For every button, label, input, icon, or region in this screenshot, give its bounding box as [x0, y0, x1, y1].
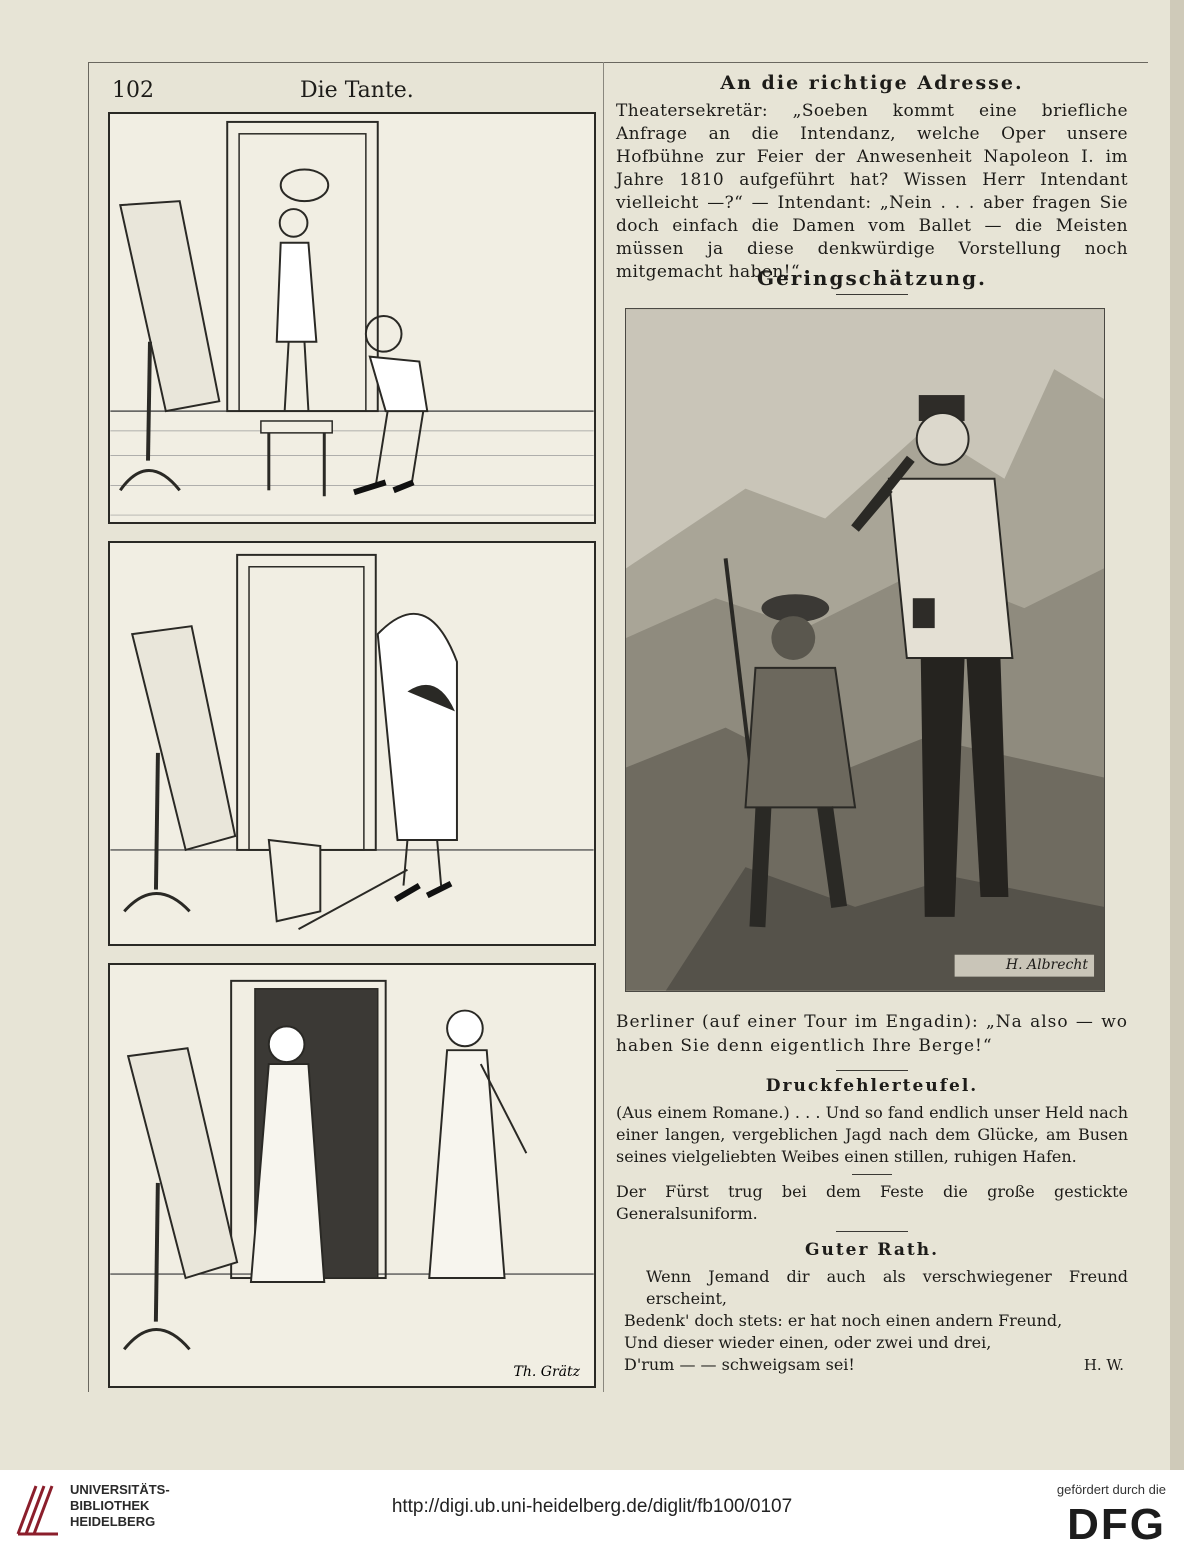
illustration-signature: H. Albrecht — [1005, 957, 1088, 973]
cartoon-panel-2-drawing — [110, 543, 594, 944]
page-edge — [1170, 0, 1184, 1470]
illustration-caption-block — [616, 1010, 1128, 1077]
article-text: Theatersekretär: „Soeben kommt eine briefliche Anfrage an die Intendanz, welche Oper unsere Hofbühne zur Feier der Anwesenheit Napoleon I. im Jahre 1810 aufgeführt hat? Wissen Herr Intendant vielleicht —?“ — Intendant: „Nein . . . aber fragen Sie doch einfach die Damen vom Ballet — die Meisten müssen ja diese denkwürdige Vorstellung noch mitgemacht haben!“ — [616, 101, 1128, 282]
poem-line-4: D'rum — — schweigsam sei! — [624, 1355, 855, 1374]
funding-label: gefördert durch die — [1056, 1482, 1166, 1497]
article-druckfehlerteufel — [616, 1076, 1128, 1238]
minor-divider — [852, 1174, 892, 1175]
cartoon-panel-1-drawing — [110, 114, 594, 522]
section-divider — [836, 1070, 908, 1071]
article-geringschaetzung-header — [616, 266, 1128, 290]
cartoon-signature: Th. Grätz — [513, 1364, 580, 1380]
cartoon-panel-1 — [108, 112, 596, 524]
article-text-2: Der Fürst trug bei dem Feste die große gestickte Generalsuniform. — [616, 1182, 1128, 1223]
poem-author: H. W. — [1083, 1356, 1124, 1374]
article-guter-rath — [616, 1240, 1128, 1376]
mountain-scene — [626, 309, 1104, 991]
poem-line-3: Und dieser wieder einen, oder zwei und drei, — [624, 1333, 992, 1352]
running-title: Die Tante. — [300, 78, 414, 103]
top-rule — [88, 62, 1148, 63]
cartoon-panel-3 — [108, 963, 596, 1388]
article-title: Geringschätzung. — [756, 266, 988, 290]
article-text-1: (Aus einem Romane.) . . . Und so fand endlich unser Held nach einer langen, vergeblichen Jagd nach dem Glücke, am Busen seines vielgeliebten Weibes einen stillen, ruhigen Hafen. — [616, 1103, 1128, 1166]
illustration-caption: Berliner (auf einer Tour im Engadin): „Na also — wo haben Sie denn eigentlich Ihre Berge!“ — [616, 1012, 1128, 1056]
article-title: An die richtige Adresse. — [720, 72, 1024, 94]
column-rule — [603, 62, 604, 1392]
article-title: Guter Rath. — [804, 1240, 940, 1260]
digitization-footer — [0, 1470, 1184, 1555]
dfg-logo: DFG — [1067, 1500, 1166, 1549]
poem-line-1: Wenn Jemand dir auch als verschwiegener Freund erscheint, — [646, 1267, 1128, 1308]
section-divider — [836, 1231, 908, 1232]
cartoon-panel-3-drawing — [110, 965, 594, 1386]
cartoon-panel-2 — [108, 541, 596, 946]
source-url-link[interactable]: http://digi.ub.uni-heidelberg.de/diglit/fb100/0107 — [391, 1496, 793, 1517]
left-rule — [88, 62, 89, 1392]
poem-line-2: Bedenk' doch stets: er hat noch einen andern Freund, — [624, 1311, 1063, 1330]
article-title: Druckfehlerteufel. — [765, 1076, 979, 1096]
section-divider — [836, 294, 908, 295]
library-name: UNIVERSITÄTS- BIBLIOTHEK HEIDELBERG — [70, 1482, 170, 1529]
engraving-illustration — [625, 308, 1105, 992]
page-number: 102 — [112, 78, 154, 103]
